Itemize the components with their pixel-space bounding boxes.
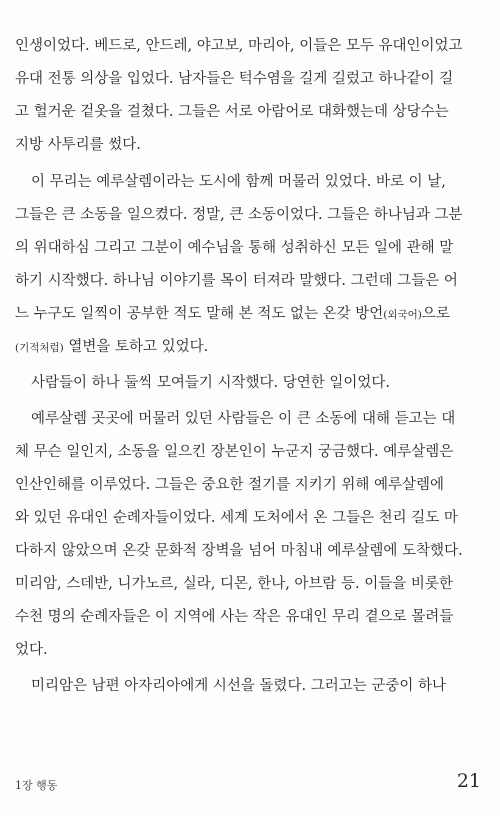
text-line: 다하지 않았으며 온갖 문화적 장벽을 넘어 마침내 예루살렘에 도착했다.: [15, 543, 463, 559]
text-line: [15, 298, 481, 330]
text-line: 의 위대하심 그리고 그분이 예수님을 통해 성취하신 모든 일에 관해 말: [15, 240, 454, 256]
text-line: 인생이었다. 베드로, 안드레, 야고보, 마리아, 이들은 모두 유대인이었고: [15, 38, 463, 54]
page-footer: [15, 768, 481, 798]
text-line: 그들은 큰 소동을 일으켰다. 정말, 큰 소동이었다. 그들은 하나님과 그분: [15, 207, 463, 223]
text-line: 미리암은 남편 아자리아에게 시선을 돌렸다. 그러고는 군중이 하나: [31, 678, 447, 694]
text-line: 체 무슨 일인지, 소동을 일으킨 장본인이 누군지 궁금했다. 예루살렘은: [15, 444, 454, 460]
annotation-small: (외국어): [383, 309, 422, 321]
text-line: 었다.: [15, 642, 48, 658]
text-line: 지방 사투리를 썼다.: [15, 137, 141, 153]
text-line: 이 무리는 예루살렘이라는 도시에 함께 머물러 있었다. 바로 이 날,: [31, 174, 446, 190]
text-line: 와 있던 유대인 순례자들이었다. 세계 도처에서 온 그들은 천리 길도 마: [15, 510, 458, 526]
text-segment: 느 누구도 일찍이 공부한 적도 말해 본 적도 없는 온갖 방언: [15, 306, 384, 322]
text-line: 고 헐거운 겉옷을 걸쳤다. 그들은 서로 아람어로 대화했는데 상당수는: [15, 104, 449, 120]
chapter-label: 1장 행동: [15, 779, 58, 792]
annotation-small: (기적처럼): [15, 342, 64, 354]
text-line: 유대 전통 의상을 입었다. 남자들은 턱수염을 길게 길렀고 하나같이 길: [15, 71, 454, 87]
text-line: 예루살렘 곳곳에 머물러 있던 사람들은 이 큰 소동에 대해 듣고는 대: [31, 411, 456, 427]
text-line: 미리암, 스데반, 니가노르, 실라, 디몬, 한나, 아브람 등. 이들을 비롯한: [15, 576, 453, 592]
page-number: 21: [456, 770, 481, 792]
text-segment: 으로: [421, 306, 450, 322]
text-line: 인산인해를 이루었다. 그들은 중요한 절기를 지키기 위해 예루살렘에: [15, 477, 445, 493]
text-line: [15, 331, 481, 363]
text-segment: 열변을 토하고 있었다.: [63, 339, 209, 355]
text-line: 사람들이 하나 둘씩 모여들기 시작했다. 당연한 일이었다.: [31, 375, 391, 391]
text-line: 수천 명의 순례자들은 이 지역에 사는 작은 유대인 무리 곁으로 몰려들: [15, 609, 454, 625]
text-line: 하기 시작했다. 하나님 이야기를 목이 터져라 말했다. 그런데 그들은 어: [15, 273, 458, 289]
